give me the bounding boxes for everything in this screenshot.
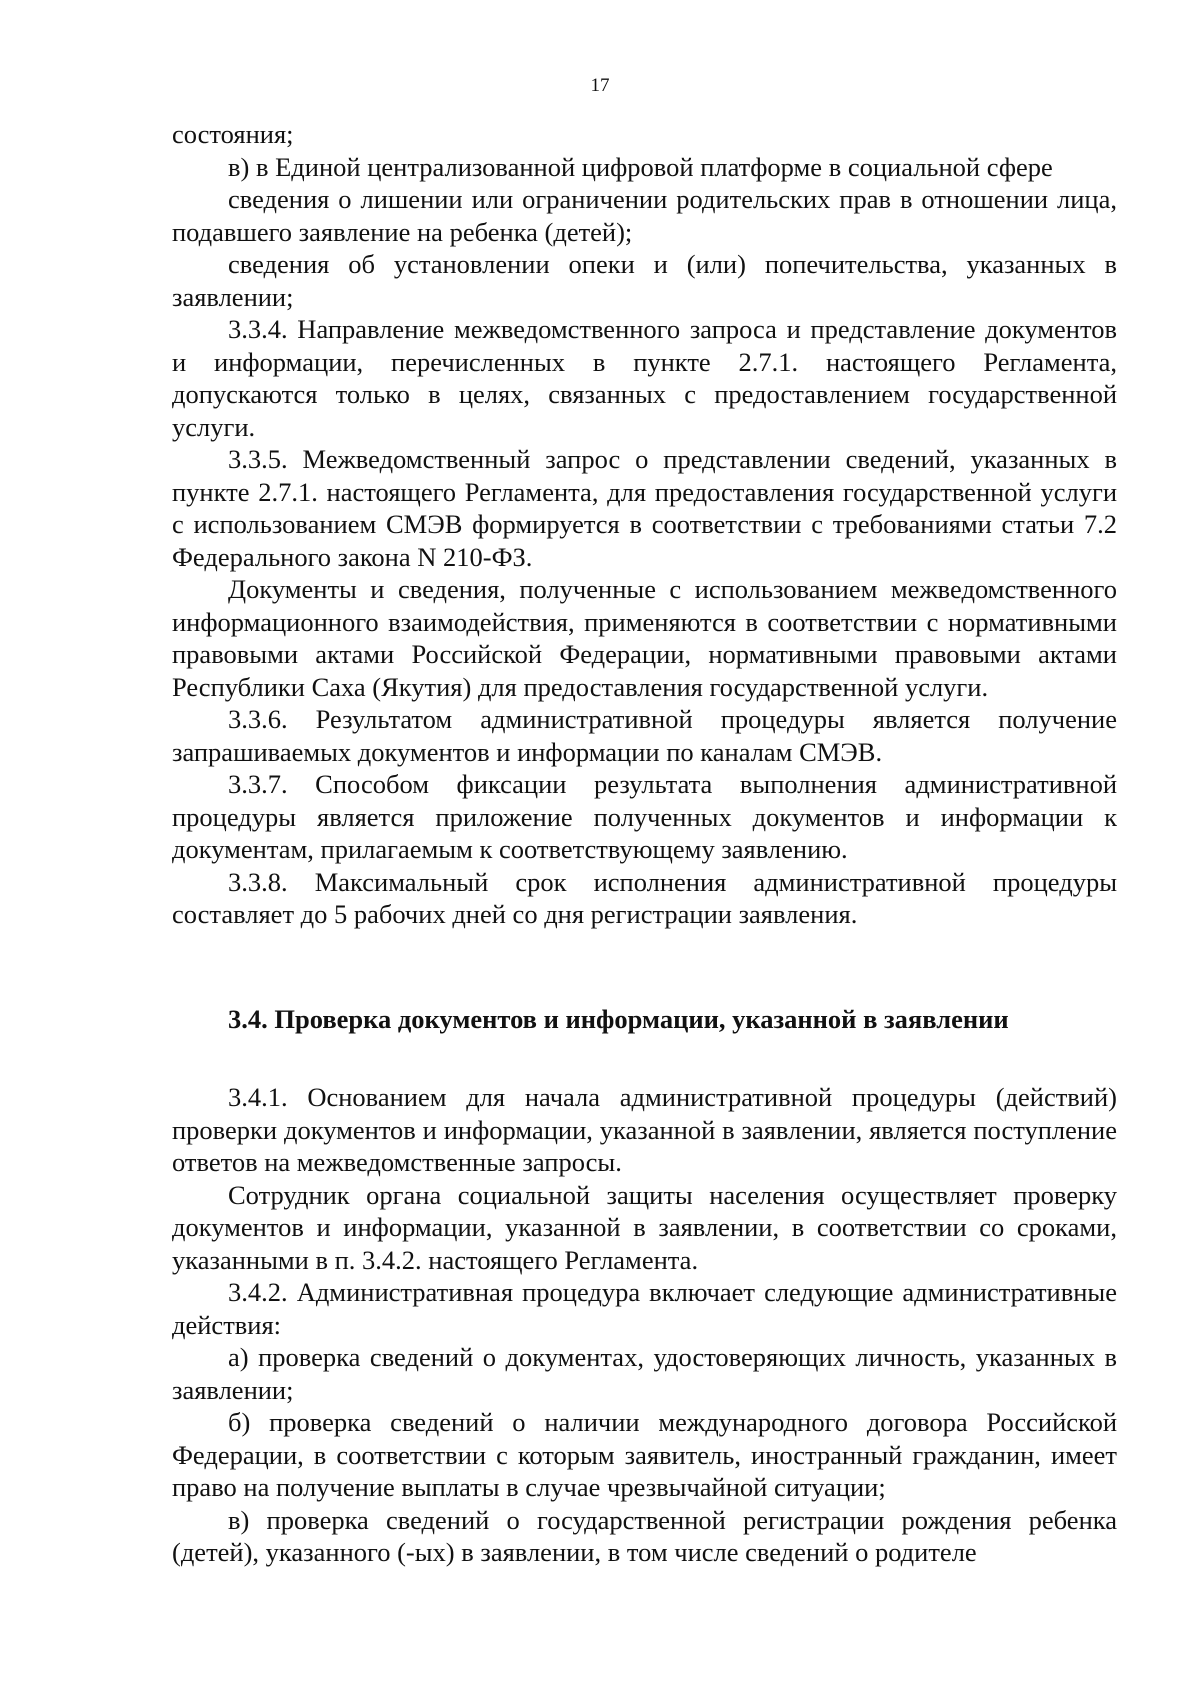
paragraph: 3.4.1. Основанием для начала административной процедуры (действий) проверки документов и информации, указанной в заявлении, является поступление ответов на межведомственные запросы. bbox=[172, 1082, 1117, 1177]
section-heading: 3.4. Проверка документов и информации, указанной в заявлении bbox=[228, 1003, 1009, 1034]
document-body bbox=[172, 118, 1117, 1569]
paragraph: сведения об установлении опеки и (или) попечительства, указанных в заявлении; bbox=[172, 249, 1117, 312]
paragraph: в) в Единой централизованной цифровой платформе в социальной сфере bbox=[228, 151, 1053, 182]
paragraph: а) проверка сведений о документах, удостоверяющих личность, указанных в заявлении; bbox=[172, 1342, 1117, 1405]
paragraph: 3.3.6. Результатом административной процедуры является получение запрашиваемых документов и информации по каналам СМЭВ. bbox=[172, 704, 1117, 767]
paragraph: 3.4.2. Административная процедура включает следующие административные действия: bbox=[172, 1277, 1117, 1340]
paragraph: в) проверка сведений о государственной регистрации рождения ребенка (детей), указанного (-ых) в заявлении, в том числе сведений о родителе bbox=[172, 1504, 1117, 1567]
paragraph: 3.3.8. Максимальный срок исполнения административной процедуры составляет до 5 рабочих дней со дня регистрации заявления. bbox=[172, 866, 1117, 929]
page-number: 17 bbox=[590, 75, 610, 96]
paragraph: сведения о лишении или ограничении родительских прав в отношении лица, подавшего заявление на ребенка (детей); bbox=[172, 184, 1117, 247]
paragraph: Документы и сведения, полученные с использованием межведомственного информационного взаимодействия, применяются в соответствии с нормативными правовыми актами Российской Федерации, нормативными правовыми актами Республики Саха (Якутия) для предоставления государственной услуги. bbox=[172, 574, 1117, 702]
paragraph: 3.3.5. Межведомственный запрос о представлении сведений, указанных в пункте 2.7.1. настоящего Регламента, для предоставления государственной услуги с использованием СМЭВ формируется в соответствии с требованиями статьи 7.2 Федерального закона N 210-ФЗ. bbox=[172, 444, 1117, 572]
paragraph: б) проверка сведений о наличии международного договора Российской Федерации, в соответствии с которым заявитель, иностранный гражданин, имеет право на получение выплаты в случае чрезвычайной ситуации; bbox=[172, 1407, 1117, 1502]
paragraph: состояния; bbox=[172, 119, 294, 149]
paragraph: 3.3.7. Способом фиксации результата выполнения административной процедуры является приложение полученных документов и информации к документам, прилагаемым к соответствующему заявлению. bbox=[172, 769, 1117, 864]
paragraph: Сотрудник органа социальной защиты населения осуществляет проверку документов и информации, указанной в заявлении, в соответствии со сроками, указанными в п. 3.4.2. настоящего Регламента. bbox=[172, 1179, 1117, 1275]
paragraph: 3.3.4. Направление межведомственного запроса и представление документов и информации, перечисленных в пункте 2.7.1. настоящего Регламента, допускаются только в целях, связанных с предоставлением государственной услуги. bbox=[172, 314, 1117, 442]
